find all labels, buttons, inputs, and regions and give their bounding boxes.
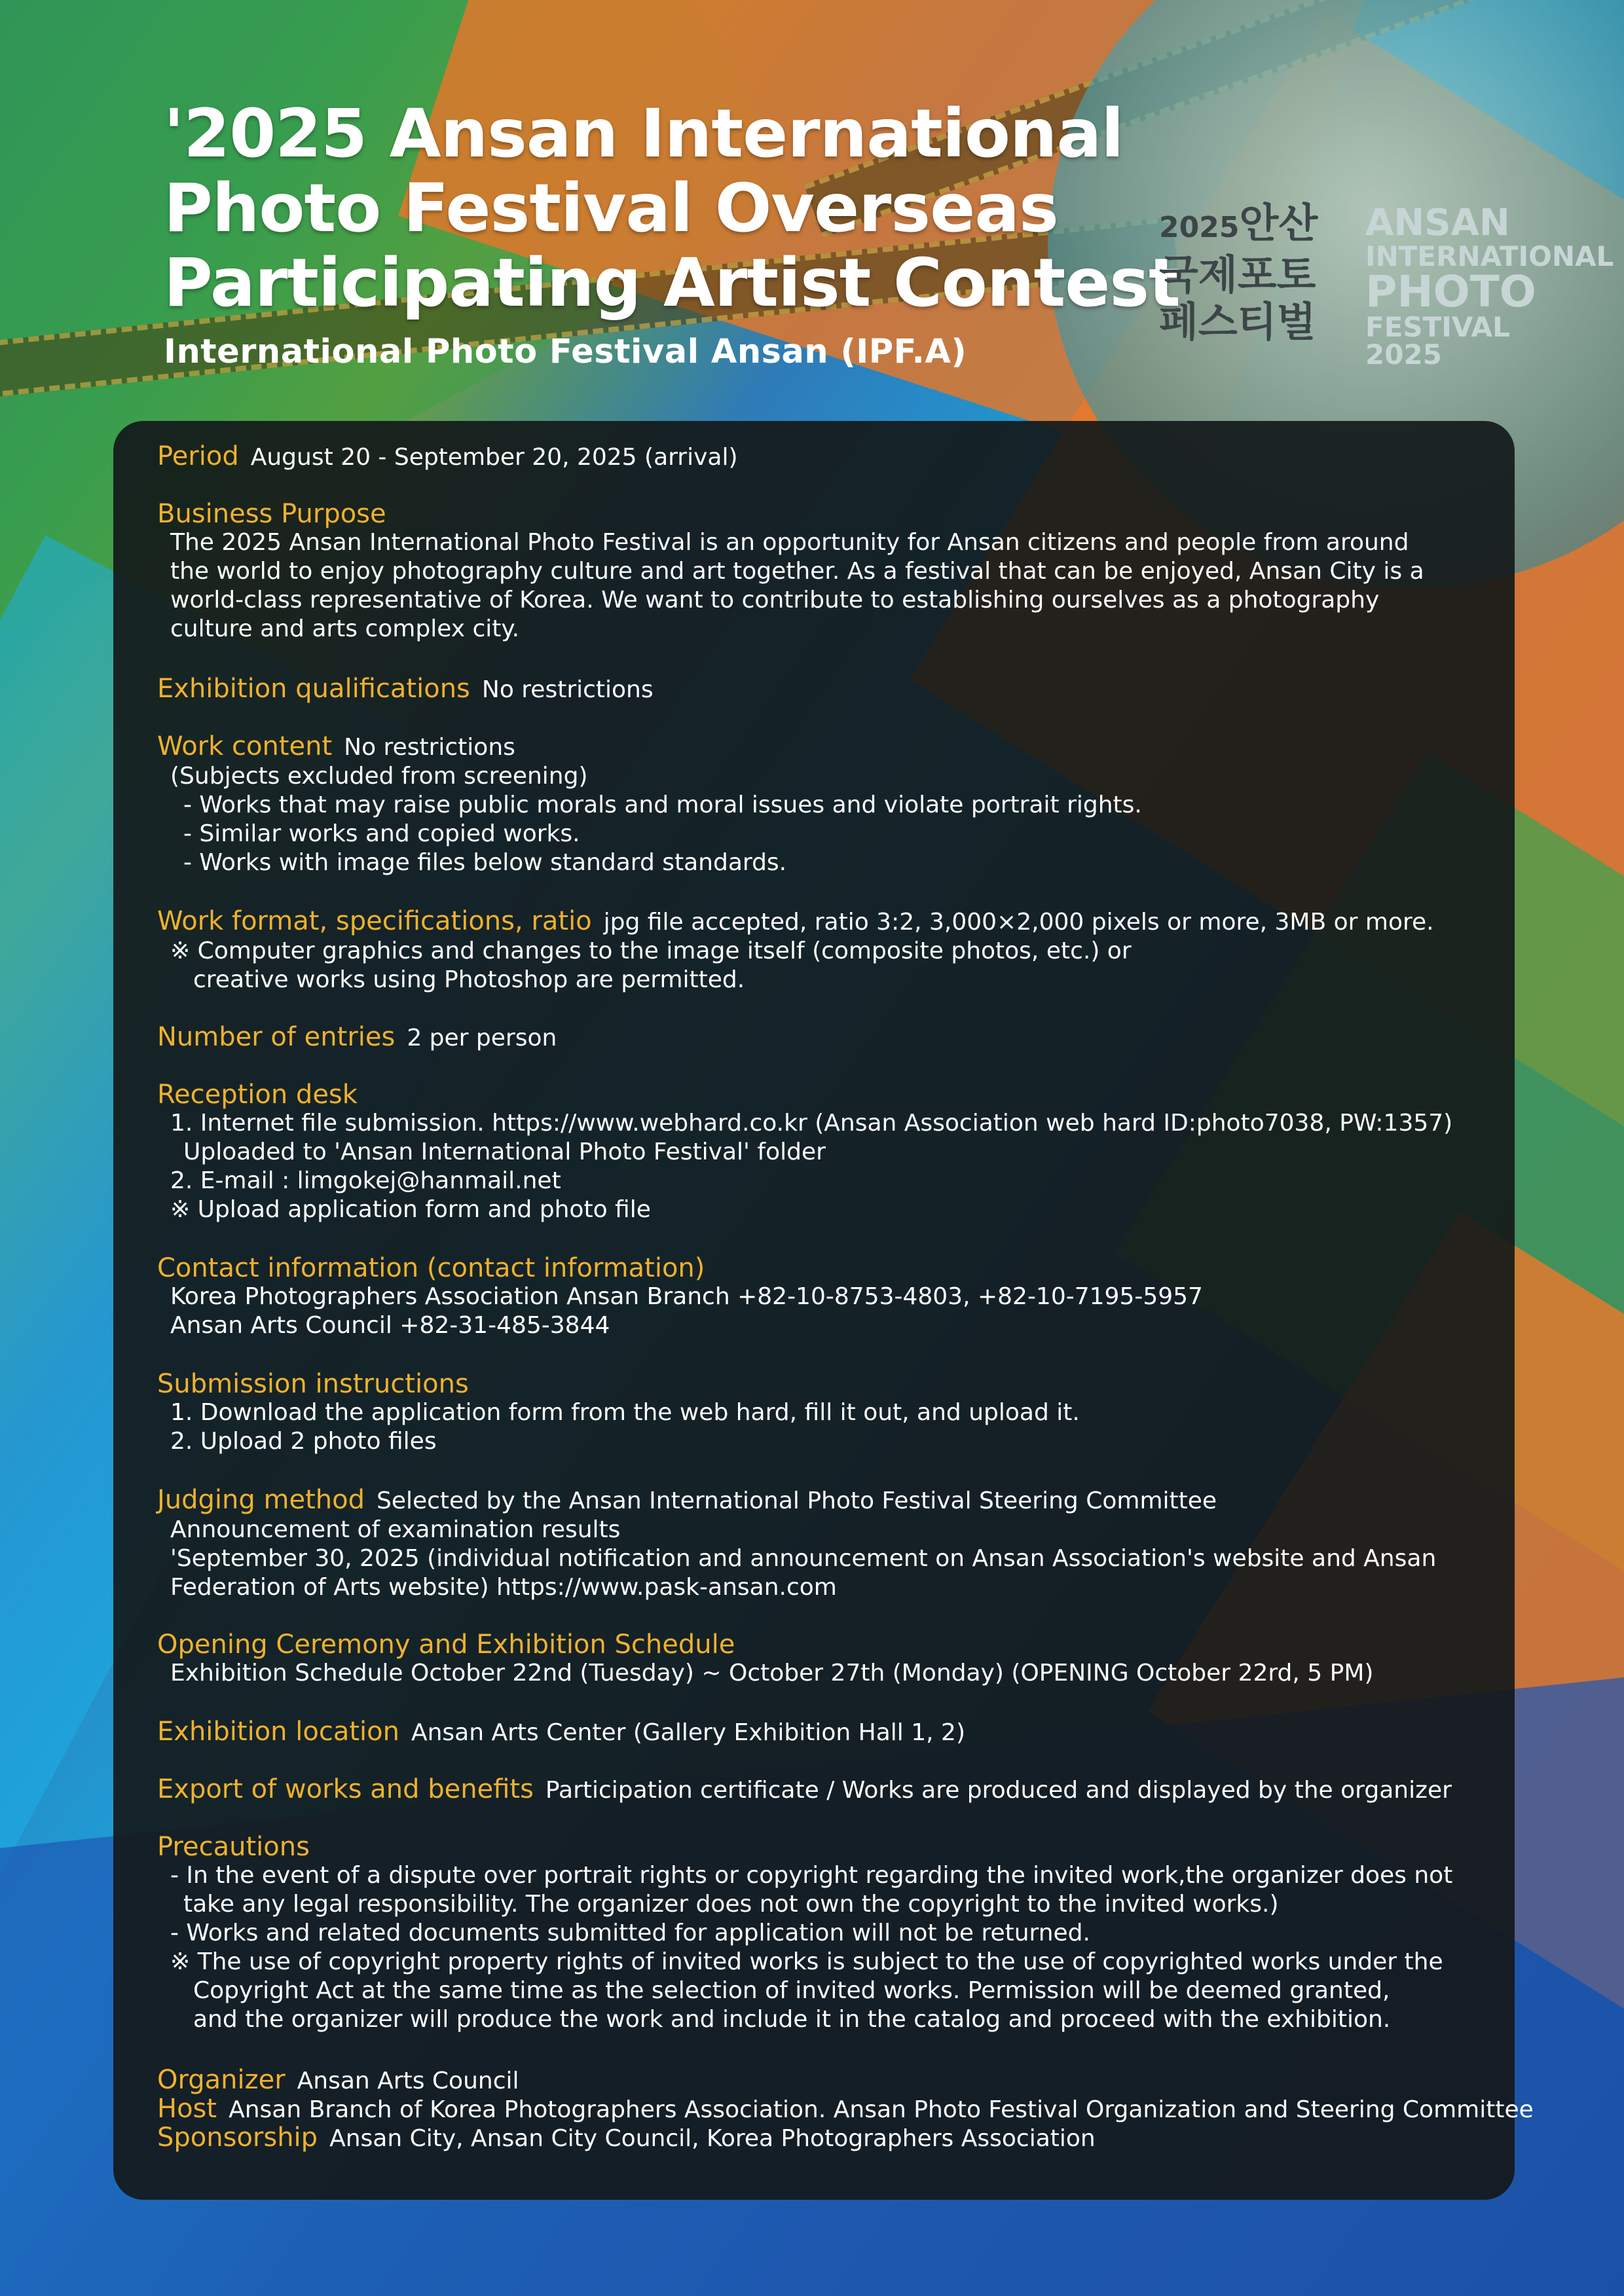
logo-kr-line: 국제포토 xyxy=(1159,251,1316,299)
logo-en-line: 2025 xyxy=(1365,338,1442,371)
section-export xyxy=(157,1775,1452,1805)
section-label: Export of works and benefits xyxy=(157,1774,534,1804)
logo-kr-line: 페스티벌 xyxy=(1159,298,1316,346)
section-contact xyxy=(157,1254,1203,1340)
section-label: Business Purpose xyxy=(157,499,386,529)
section-line: (Subjects excluded from screening) xyxy=(170,763,588,790)
section-value: Ansan Branch of Korea Photographers Association. Ansan Photo Festival Organization and Steering Committee xyxy=(229,2096,1534,2123)
section-value: Participation certificate / Works are produced and displayed by the organizer xyxy=(545,1777,1452,1804)
section-organizer xyxy=(157,2066,519,2096)
section-host xyxy=(157,2094,1534,2124)
section-line: ※ The use of copyright property rights of invited works is subject to the use of copyrighted works under the xyxy=(170,1948,1443,1975)
poster-subtitle: International Photo Festival Ansan (IPF.A) xyxy=(164,333,967,371)
section-line: 2. E-mail : limgokej@hanmail.net xyxy=(170,1167,561,1194)
section-line: ※ Computer graphics and changes to the image itself (composite photos, etc.) or xyxy=(170,938,1132,964)
section-line: the world to enjoy photography culture and art together. As a festival that can be enjoyed, Ansan City is a xyxy=(170,558,1424,585)
section-label: Reception desk xyxy=(157,1080,358,1110)
section-location xyxy=(157,1717,965,1747)
section-line: Copyright Act at the same time as the selection of invited works. Permission will be deemed granted, xyxy=(193,1977,1390,2004)
title-line: Participating Artist Contest xyxy=(164,244,1180,322)
logo-english xyxy=(1365,202,1624,371)
section-line: 1. Internet file submission. https://www.webhard.co.kr (Ansan Association web hard ID:photo7038, PW:1357) xyxy=(170,1110,1453,1137)
section-line: Federation of Arts website) https://www.pask-ansan.com xyxy=(170,1574,837,1601)
section-line: and the organizer will produce the work and include it in the catalog and proceed with the exhibition. xyxy=(193,2006,1391,2033)
section-value: No restrictions xyxy=(481,676,654,703)
section-period xyxy=(157,442,738,472)
section-line: Ansan Arts Council +82-31-485-3844 xyxy=(170,1312,610,1339)
section-line: - Works and related documents submitted for application will not be returned. xyxy=(170,1920,1090,1946)
section-value: Ansan City, Ansan City Council, Korea Photographers Association xyxy=(329,2125,1096,2152)
section-line: 2. Upload 2 photo files xyxy=(170,1428,437,1455)
logo-en-line: FESTIVAL xyxy=(1365,311,1510,343)
logo-en-line: ANSAN xyxy=(1365,202,1510,244)
logo-korean xyxy=(1159,200,1356,346)
section-label: Organizer xyxy=(157,2065,286,2095)
section-reception xyxy=(157,1080,1452,1224)
logo-en-line: INTERNATIONAL xyxy=(1365,240,1614,272)
section-line: take any legal responsibility. The organizer does not own the copyright to the invited works.) xyxy=(183,1891,1279,1918)
section-value: 2 per person xyxy=(407,1025,557,1051)
logo-year: 2025 xyxy=(1159,211,1240,244)
section-format xyxy=(157,907,1434,994)
section-label: Judging method xyxy=(157,1485,365,1515)
poster-title xyxy=(164,97,1180,321)
section-value: jpg file accepted, ratio 3:2, 3,000×2,000 pixels or more, 3MB or more. xyxy=(603,909,1434,936)
section-label: Exhibition location xyxy=(157,1717,399,1747)
section-line: - Works with image files below standard standards. xyxy=(183,849,787,876)
section-schedule xyxy=(157,1630,1373,1688)
section-line: 'September 30, 2025 (individual notification and announcement on Ansan Association's website and Ansan xyxy=(170,1545,1437,1572)
section-line: ※ Upload application form and photo file xyxy=(170,1196,651,1223)
title-line: '2025 Ansan International xyxy=(164,95,1124,173)
section-line: The 2025 Ansan International Photo Festival is an opportunity for Ansan citizens and people from around xyxy=(170,529,1409,556)
section-value: No restrictions xyxy=(344,734,515,761)
section-label: Period xyxy=(157,441,239,471)
title-line: Photo Festival Overseas xyxy=(164,170,1058,247)
section-label: Precautions xyxy=(157,1832,310,1862)
section-label: Number of entries xyxy=(157,1022,396,1052)
section-label: Exhibition qualifications xyxy=(157,674,470,704)
section-work-content xyxy=(157,732,1142,877)
section-value: Selected by the Ansan International Photo Festival Steering Committee xyxy=(376,1487,1217,1514)
section-value: Ansan Arts Center (Gallery Exhibition Hall 1, 2) xyxy=(411,1719,965,1746)
section-purpose xyxy=(157,500,1424,644)
section-label: Work content xyxy=(157,731,333,761)
section-line: - In the event of a dispute over portrait rights or copyright regarding the invited work,the organizer does not xyxy=(170,1862,1453,1889)
section-line: 1. Download the application form from the web hard, fill it out, and upload it. xyxy=(170,1399,1080,1426)
section-line: Uploaded to 'Ansan International Photo Festival' folder xyxy=(183,1139,826,1165)
section-qualifications xyxy=(157,674,654,704)
section-line: Korea Photographers Association Ansan Branch +82-10-8753-4803, +82-10-7195-5957 xyxy=(170,1283,1203,1310)
section-label: Host xyxy=(157,2094,217,2124)
section-line: Exhibition Schedule October 22nd (Tuesday) ~ October 27th (Monday) (OPENING October 22rd, 5 PM) xyxy=(170,1660,1374,1686)
section-label: Opening Ceremony and Exhibition Schedule xyxy=(157,1630,735,1660)
section-precautions xyxy=(157,1832,1452,2034)
section-line: - Works that may raise public morals and moral issues and violate portrait rights. xyxy=(183,792,1142,818)
section-label: Sponsorship xyxy=(157,2123,318,2153)
section-judging xyxy=(157,1485,1436,1602)
section-submission xyxy=(157,1370,1080,1456)
section-line: - Similar works and copied works. xyxy=(183,820,580,847)
logo-en-line: PHOTO xyxy=(1365,266,1536,317)
section-line: world-class representative of Korea. We want to contribute to establishing ourselves as a photography xyxy=(170,587,1380,613)
logo-kr-line: 안산 xyxy=(1239,199,1318,247)
section-label: Submission instructions xyxy=(157,1369,469,1399)
section-entries xyxy=(157,1023,557,1053)
section-value: August 20 - September 20, 2025 (arrival) xyxy=(250,444,738,471)
section-line: creative works using Photoshop are permitted. xyxy=(193,966,745,993)
section-line: Announcement of examination results xyxy=(170,1516,621,1543)
section-label: Contact information (contact information) xyxy=(157,1253,705,1283)
section-line: culture and arts complex city. xyxy=(170,615,520,642)
section-sponsorship xyxy=(157,2123,1096,2153)
section-value: Ansan Arts Council xyxy=(297,2068,519,2094)
section-label: Work format, specifications, ratio xyxy=(157,906,592,936)
